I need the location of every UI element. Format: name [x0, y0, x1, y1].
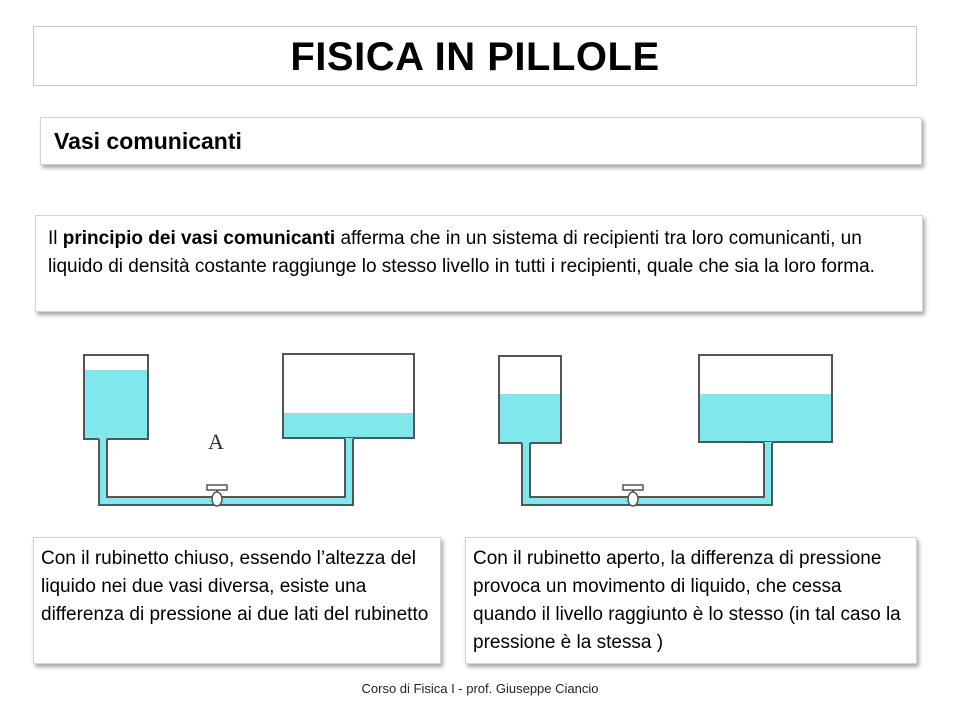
- right-vessel-liquid-2: [700, 394, 831, 441]
- intro-suffix: afferma che in un sistema di recipienti tra loro comunicanti, un liquido di densità costante raggiunge lo stesso livello in tutti i recipienti, quale che sia la loro forma.: [48, 228, 875, 277]
- intro-prefix: Il: [48, 228, 63, 249]
- caption-left: Con il rubinetto chiuso, essendo l’altezza del liquido nei due vasi diversa, esiste una differenza di pressione ai due lati del rubinetto: [41, 548, 429, 625]
- caption-box-right: [465, 537, 917, 664]
- left-vessel-liquid-2: [500, 394, 560, 442]
- intro-bold: principio dei vasi comunicanti: [62, 228, 336, 249]
- caption-right: Con il rubinetto aperto, la differenza di pressione provoca un movimento di liquido, che cessa quando il livello raggiunto è lo stesso (in tal caso la pressione è la stessa ): [473, 548, 901, 653]
- section-subtitle: Vasi comunicanti: [54, 128, 242, 154]
- page-title: FISICA IN PILLOLE: [290, 35, 660, 79]
- right-tube-liquid: [522, 442, 772, 505]
- footer-credit: Corso di Fisica I - prof. Giuseppe Ciancio: [361, 681, 599, 696]
- caption-box-left: [33, 537, 441, 664]
- tap-label-a: A: [208, 429, 224, 454]
- tap-valve-open: [628, 492, 638, 506]
- tap-handle-open: [623, 485, 643, 490]
